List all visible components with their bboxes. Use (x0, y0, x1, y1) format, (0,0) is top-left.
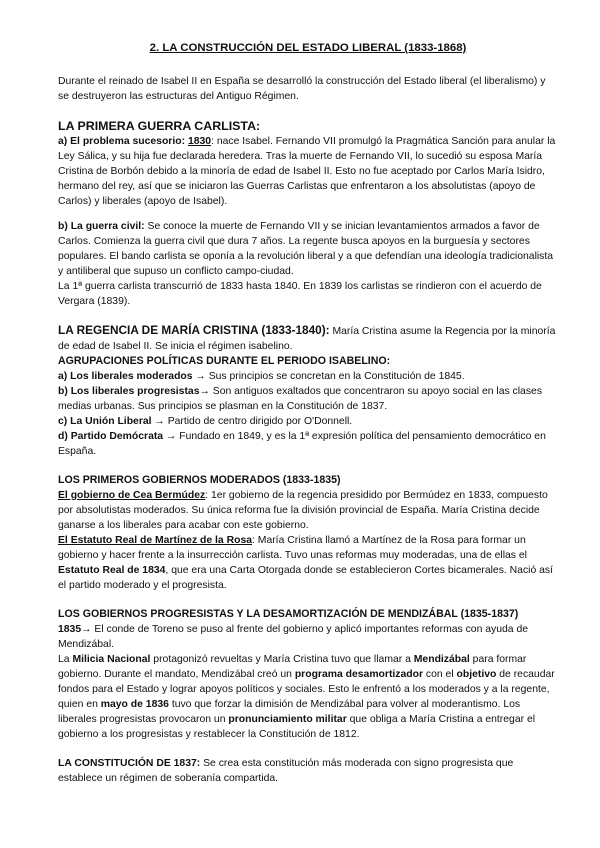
section-heading: LOS PRIMEROS GOBIERNOS MODERADOS (1833-1835) (58, 474, 341, 486)
bold-term: Milicia Nacional (72, 654, 151, 665)
bold-term: mayo de 1836 (100, 699, 169, 710)
item-text: → Son antiguos exaltados que concentraron su apoyo social en las clases medias urbanas. Sus principios se plasman en la Constitución de 1837. (58, 386, 543, 412)
paragraph-mendizabal (58, 652, 558, 742)
bold-term: Mendizábal (413, 654, 470, 665)
intro-paragraph: Durante el reinado de Isabel II en España se desarrolló la construcción del Estado liberal (el liberalismo) y se destruyeron las estructuras del Antiguo Régimen. (58, 76, 546, 102)
item-label: El gobierno de Cea Bermúdez (58, 490, 206, 501)
paragraph-text: El conde de Toreno se puso al frente del gobierno y aplicó importantes reformas con ayuda de Mendizábal. (58, 624, 528, 650)
paragraph-text: Se crea esta constitución más moderada con signo progresista que establece un régimen de soberanía compartida. (58, 758, 514, 784)
text-run: tuvo que forzar la dimisión de Mendizábal para volver al moderantismo. Los liberales progresistas provocaron un (58, 699, 521, 725)
list-item (58, 384, 558, 414)
paragraph-text: Se conoce la muerte de Fernando VII y se inician levantamientos armados a favor de Carlos. Comienza la guerra civil que dura 7 años. La regente busca apoyos en la burguesía y sectores populares. El bando carlista se oponía a la revolución liberal y a que defendían una ideología tradicionalista y antiliberal que supuso un conflicto campo-ciudad. (58, 221, 554, 277)
subsection-heading: AGRUPACIONES POLÍTICAS DURANTE EL PERIODO ISABELINO: (58, 355, 391, 367)
bold-term: programa desamortizador (294, 669, 424, 680)
paragraph-text: : 1er gobierno de la regencia presidido por Bermúdez en 1833, compuesto por absolutistas moderados. Su única reforma fue la división provincial de España. María Cristina decide ganarse a los liberales para acabar con este gobierno. (58, 490, 548, 531)
text-run: para formar gobierno. Durante el mandato, Mendizábal creó un (58, 654, 527, 680)
bold-term: Estatuto Real de 1834 (58, 565, 166, 576)
section-primera-guerra-carlista (58, 118, 558, 309)
list-item (58, 414, 558, 429)
item-label: a) Los liberales moderados (58, 371, 193, 382)
item-label: b) La guerra civil: (58, 221, 145, 232)
paragraph-regencia (58, 323, 558, 354)
item-label: 1835→ (58, 624, 92, 635)
section-heading: LA CONSTITUCIÓN DE 1837: (58, 758, 201, 769)
bold-term: pronunciamiento militar (228, 714, 347, 725)
paragraph-guerra-civil (58, 219, 558, 279)
text-run: con el (423, 669, 457, 680)
paragraph-1835 (58, 622, 558, 652)
paragraph-cea-bermudez (58, 488, 558, 533)
section-gobiernos-moderados (58, 473, 558, 593)
item-label: a) El problema sucesorio: (58, 136, 186, 147)
section-heading: LOS GOBIERNOS PROGRESISTAS Y LA DESAMORTIZACIÓN DE MENDIZÁBAL (1835-1837) (58, 608, 519, 620)
document-page (58, 38, 558, 786)
paragraph-constitucion (58, 756, 558, 786)
list-item (58, 369, 558, 384)
section-heading: LA PRIMERA GUERRA CARLISTA: (58, 119, 261, 133)
paragraph-text: María Cristina asume la Regencia por la minoría de edad de Isabel II. Se inicia el régimen isabelino. (58, 326, 556, 352)
item-label: d) Partido Demócrata (58, 431, 164, 442)
paragraph-text: , que era una Carta Otorgada donde se establecieron Cortes bicamerales. Nació así el partido moderado y el progresista. (58, 565, 553, 591)
text-run: La (58, 654, 73, 665)
document-title: 2. LA CONSTRUCCIÓN DEL ESTADO LIBERAL (1833-1868) (149, 42, 467, 54)
section-regencia (58, 323, 558, 459)
section-gobiernos-progresistas (58, 607, 558, 742)
item-text: → Partido de centro dirigido por O'Donnell. (151, 416, 353, 427)
paragraph-text: : nace Isabel. Fernando VII promulgó la Pragmática Sanción para anular la Ley Sálica, y su hija fue declarada heredera. Tras la muerte de Fernando VII, lo sucedió su esposa María Cristina de Borbón debido a la minoría de edad de Isabel II. Esto no fue aceptado por Carlos María Isidro, hermano del rey, así que se iniciaron las Guerras Carlistas que enfrentaron a los absolutistas (apoyo de Carlos) y liberales (apoyo de Isabel). (58, 136, 556, 207)
item-label: b) Los liberales progresistas (58, 386, 200, 397)
bold-term: objetivo (456, 669, 497, 680)
paragraph-problema-sucesorio (58, 134, 558, 209)
item-text: → Fundado en 1849, y es la 1ª expresión política del pensamiento democrático en España. (58, 431, 546, 457)
list-item (58, 429, 558, 459)
item-text: → Sus principios se concretan en la Constitución de 1845. (192, 371, 465, 382)
text-run: protagonizó revueltas y María Cristina tuvo que llamar a (150, 654, 414, 665)
paragraph-guerra-civil-2: La 1ª guerra carlista transcurrió de 1833 hasta 1840. En 1839 los carlistas se rindieron con el acuerdo de Vergara (1839). (58, 281, 542, 307)
paragraph-estatuto-real (58, 533, 558, 593)
text-run: que obliga a María Cristina a entregar el gobierno a los progresistas y restablecer la Constitución de 1812. (58, 714, 536, 740)
year-highlight: 1830 (187, 136, 212, 147)
text-run: de recaudar fondos para el Estado y lograr apoyos políticos y sociales. Esto le enfrentó a los moderados y a la regente, quien en (58, 669, 555, 710)
item-label: c) La Unión Liberal (58, 416, 152, 427)
section-constitucion-1837 (58, 756, 558, 786)
section-heading: LA REGENCIA DE MARÍA CRISTINA (1833-1840): (58, 323, 330, 337)
item-label: El Estatuto Real de Martínez de la Rosa (58, 535, 253, 546)
paragraph-text: : María Cristina llamó a Martínez de la Rosa para formar un gobierno y hacer frente a la insurrección carlista. Tuvo unas reformas muy moderadas, una de ellas el (58, 535, 527, 561)
